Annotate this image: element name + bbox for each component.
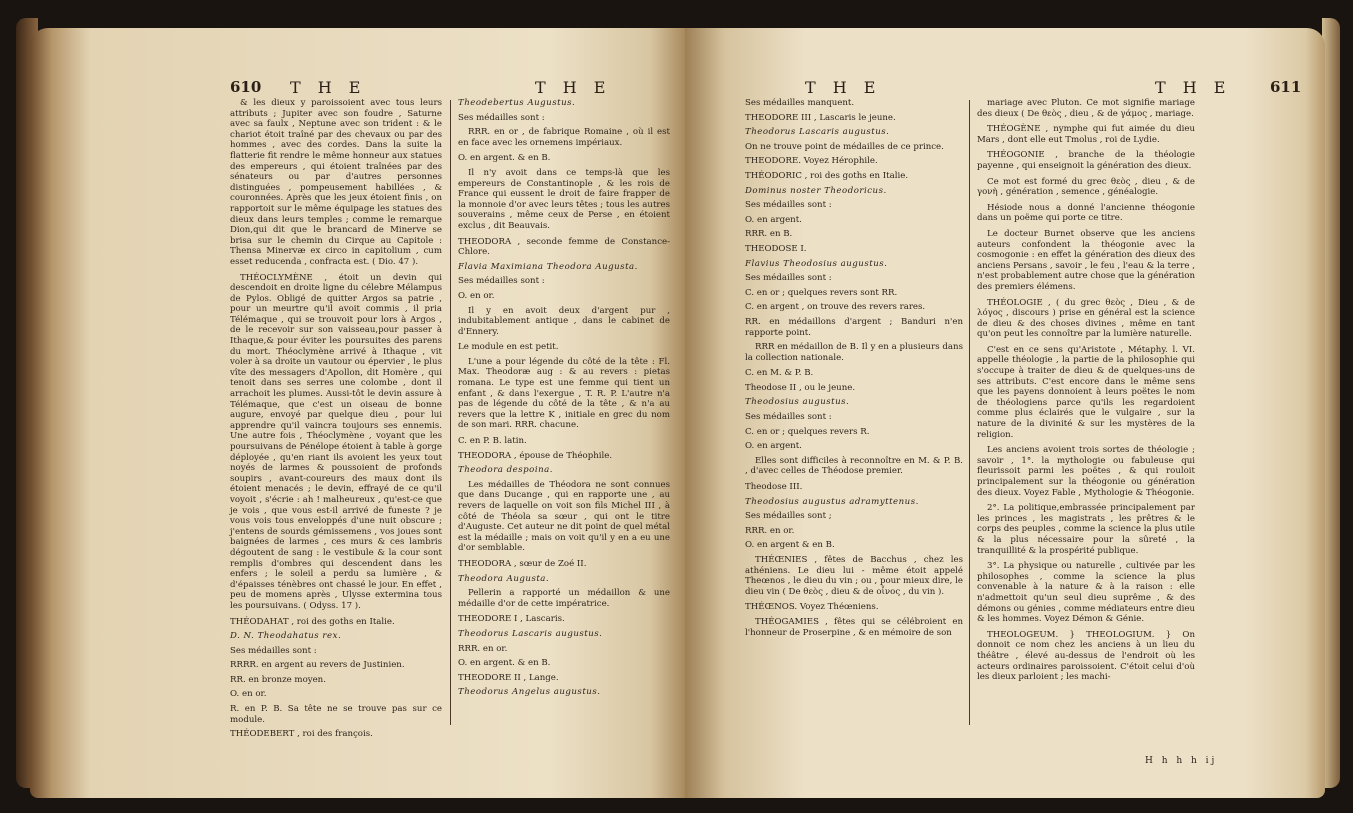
text-paragraph: THEODORE III , Lascaris le jeune. bbox=[745, 112, 896, 123]
text-paragraph: Ses médailles manquent. bbox=[745, 98, 855, 108]
text-paragraph: THEODORA , seconde femme de Constance-Chlore. bbox=[458, 236, 670, 258]
text-paragraph: O. en argent. bbox=[745, 441, 802, 452]
text-paragraph: On ne trouve point de médailles de ce prince. bbox=[745, 141, 944, 152]
text-paragraph: O. en argent & en B. bbox=[745, 540, 835, 551]
text-paragraph: Il y en avoit deux d'argent pur , indubitablement antique , dans le cabinet de d'Ennery. bbox=[458, 305, 670, 337]
right-page-column-1 bbox=[745, 98, 963, 788]
text-paragraph: Le module en est petit. bbox=[458, 342, 559, 353]
text-paragraph: C. en M. & P. B. bbox=[745, 368, 814, 379]
text-paragraph: Pellerin a rapporté un médaillon & une médaille d'or de cette impératrice. bbox=[458, 588, 670, 609]
page-number-right: 611 bbox=[1270, 78, 1302, 96]
text-paragraph: RRR en médaillon de B. Il y en a plusieurs dans la collection nationale. bbox=[745, 342, 963, 363]
page-number-left: 610 bbox=[230, 78, 262, 96]
text-paragraph: O. en or. bbox=[230, 689, 267, 700]
text-paragraph: Theodosius augustus adramyttenus. bbox=[745, 496, 919, 507]
text-paragraph: THÉŒNOS. Voyez Théœniens. bbox=[745, 602, 879, 613]
right-page-column-2 bbox=[977, 98, 1195, 758]
text-paragraph: C. en P. B. latin. bbox=[458, 436, 527, 447]
text-paragraph: Theodora despoina. bbox=[458, 465, 553, 476]
text-paragraph: THÉOLOGIE , ( du grec θεὸς , Dieu , & de λόγος , discours ) prise en général est la science de dieu & des choses divines , même en tant qu'on peut les connoître par la lumière naturelle. bbox=[977, 297, 1195, 340]
text-paragraph: THÉOGAMIES , fêtes qui se célébroient en l'honneur de Proserpine , & en mémoire de son bbox=[745, 616, 963, 638]
left-page bbox=[30, 28, 685, 798]
text-paragraph: Theodosius augustus. bbox=[745, 397, 850, 408]
text-paragraph: Elles sont difficiles à reconnoître en M. & P. B. , d'avec celles de Théodose premier. bbox=[745, 455, 963, 477]
text-paragraph: Ses médailles sont : bbox=[458, 276, 545, 287]
text-paragraph: Theodorus Angelus augustus. bbox=[458, 687, 601, 698]
text-paragraph: Theodose II , ou le jeune. bbox=[745, 382, 856, 393]
text-paragraph: RRR. en or. bbox=[458, 643, 508, 654]
book-spread bbox=[30, 8, 1330, 808]
text-paragraph: Il n'y avoit dans ce temps-là que les empereurs de Constantinople , & les rois de France qui eussent le droit de faire frapper de la monnoie d'or avec leurs têtes ; tous les autres souverains , même ceux de Perse , en étoient exclus , dit Beauvais. bbox=[458, 167, 670, 231]
left-page-column-2 bbox=[458, 98, 670, 788]
text-paragraph: & les dieux y paroissoient avec tous leurs attributs ; Jupiter avec son foudre , Saturne avec sa faulx , Neptune avec son trident : & le chariot étoit traîné par des chevaux ou par des hommes , avec des cordes. Dans la suite la flatterie fit rendre le même honneur aux statues des empereurs , qui étoient traînées par des sénateurs ou par d'autres personnes distinguées , pompeusement habillées , & couronnées. Après que les jeux étoient finis , on rapportoit sur le même équipage les statues des dieux dans leurs temples ; comme le remarque Dion,qui dit que le brancard de Minerve se brisa sur le chemin du Cirque au Capitole : Thensa Minervæ ex circo in capitolium , cum esset reducenda , confracta est. ( Dio. 47 ). bbox=[230, 98, 442, 267]
text-paragraph: RRRR. en argent au revers de Justinien. bbox=[230, 660, 405, 671]
text-paragraph: R. en P. B. Sa tête ne se trouve pas sur ce module. bbox=[230, 704, 442, 725]
text-paragraph: Ses médailles sont : bbox=[745, 273, 832, 284]
text-paragraph: Les anciens avoient trois sortes de théologie ; savoir , 1°. la mythologie ou fabuleuse qui fleurissoit parmi les poëtes , & qui rouloit principalement sur la théogonie ou génération des dieux. Voyez Fable , Mythologie & Théogonie. bbox=[977, 445, 1195, 498]
text-paragraph: C. en or ; quelques revers sont RR. bbox=[745, 287, 898, 298]
text-paragraph: THÉODEBERT , roi des françois. bbox=[230, 729, 373, 740]
left-page-column-1 bbox=[230, 98, 442, 788]
signature-mark: H h h h ij bbox=[1145, 756, 1218, 766]
text-paragraph: THÉOGÈNE , nymphe qui fut aimée du dieu Mars , dont elle eut Tmolus , roi de Lydie. bbox=[977, 124, 1195, 145]
text-paragraph: O. en or. bbox=[458, 290, 495, 301]
running-title-left-col2: T H E bbox=[535, 78, 612, 97]
text-paragraph: RR. en bronze moyen. bbox=[230, 674, 326, 685]
text-paragraph: Theodorus Lascaris augustus. bbox=[458, 628, 603, 639]
text-paragraph: THEODORE II , Lange. bbox=[458, 672, 559, 683]
text-paragraph: Ses médailles sont : bbox=[745, 412, 832, 423]
text-paragraph: THÉODAHAT , roi des goths en Italie. bbox=[230, 616, 395, 627]
text-paragraph: Le docteur Burnet observe que les anciens auteurs confondent la théogonie avec la cosmogonie : en effet la génération des dieux des anciens Persans , savoir , le feu , l'eau & la terre , n'est probablement autre chose que la génération des premiers élémens. bbox=[977, 228, 1195, 292]
text-paragraph: THEODOSE I. bbox=[745, 243, 807, 254]
text-paragraph: THEODORE. Voyez Hérophile. bbox=[745, 156, 878, 167]
text-paragraph: Theodorus Lascaris augustus. bbox=[745, 127, 890, 138]
running-title-right-col1: T H E bbox=[805, 78, 882, 97]
text-paragraph: Ses médailles sont : bbox=[745, 200, 832, 211]
text-paragraph: RRR. en or. bbox=[745, 525, 795, 536]
text-paragraph: THÉOCLYMÈNE , étoit un devin qui descendoit en droite ligne du célebre Mélampus de Pylos. Obligé de quitter Argos sa patrie , pour un meurtre qu'il avoit commis , il pria Télémaque , qui se trouvoit pour lors à Argos , de le recevoir sur son vaisseau,pour passer à Ithaque,& pour éviter les poursuites des parens du mort. Théoclymène arrivé à Ithaque , vit voler à sa droite un vautour ou épervier , le plus vîte des messagers d'Apollon, dit Homère , qui tenoit dans ses serres une colombe , dont il arrachoit les plumes. Aussi-tôt le devin assure à Télémaque, que c'est un oiseau de bonne augure, envoyé par quelque dieu , pour lui apprendre qu'il vaincra toujours ses ennemis. Une autre fois , Théoclymène , voyant que les poursuivans de Pénélope étoient à table à gorge déployée , qu'en riant ils avoient les yeux tout noyés de larmes & poussoient de profonds soupirs , avant-coureurs des maux dont ils étoient menacés ; le devin, effrayé de ce qu'il voyoit , s'écrie : ah ! malheureux , qu'est-ce que je vois , que vous est-il arrivé de funeste ? je vous vois tous enveloppés d'une nuit obscure ; j'entens de sourds gémissemens , vos joues sont baignées de larmes , ces murs & ces lambris dégoutent de sang : le vestibule & la cour sont remplis d'ombres qui descendent dans les enfers ; le soleil a perdu sa lumière , & d'épaisses ténèbres ont chassé le jour. En effet , peu de momens après , Ulysse extermina tous les poursuivans. ( Odyss. 17 ). bbox=[230, 272, 442, 611]
text-paragraph: Les médailles de Théodora ne sont connues que dans Ducange , qui en rapporte une , au revers de laquelle on voit son fils Michel III , à côté de Théola sa sœur , qui ont le titre d'Auguste. Cet auteur ne dit point de quel métal est la médaille ; mais on voit qu'il y en a eu une d'or semblable. bbox=[458, 479, 670, 554]
text-paragraph: THEODORA , sœur de Zoé II. bbox=[458, 558, 587, 569]
text-paragraph: O. en argent. bbox=[745, 214, 802, 225]
right-page bbox=[685, 28, 1325, 798]
text-paragraph: THÉŒNIES , fêtes de Bacchus , chez les athéniens. Le dieu lui - même étoit appelé Theœnos , le dieu du vin ; ou , pour mieux dire, le dieu vin ( De θεὸς , dieu & de οἶνος , du vin ). bbox=[745, 555, 963, 597]
text-paragraph: mariage avec Pluton. Ce mot signifie mariage des dieux ( De θεὸς , dieu , & de γάμος , mariage. bbox=[977, 98, 1195, 119]
text-paragraph: THEODORE I , Lascaris. bbox=[458, 614, 565, 625]
text-paragraph: Ce mot est formé du grec θεὸς , dieu , & de γονὴ , génération , semence , généalogie. bbox=[977, 176, 1195, 198]
column-rule bbox=[450, 100, 451, 725]
text-paragraph: Theodose III. bbox=[745, 482, 803, 493]
running-title-right-col2: T H E bbox=[1155, 78, 1232, 97]
text-paragraph: Ses médailles sont ; bbox=[745, 511, 832, 522]
text-paragraph: Ses médailles sont : bbox=[458, 112, 545, 123]
text-paragraph: Flavius Theodosius augustus. bbox=[745, 258, 888, 269]
text-paragraph: L'une a pour légende du côté de la tête : Fl. Max. Theodoræ aug : & au revers : pietas romana. Le type est une femme qui tient un enfant , & dans l'exergue , T. R. P. L'autre n'a pas de légende du côté de la tête , & n'a au revers que la lettre K , initiale en grec du nom de son mari. RRR. chacune. bbox=[458, 356, 670, 431]
text-paragraph: C'est en ce sens qu'Aristote , Métaphy. l. VI. appelle théologie , la partie de la philosophie qui s'occupe à traiter de dieu & de quelques-uns de ses attributs. C'est encore dans le même sens que les payens donnoient à leurs poëtes le nom de théologiens parce qu'ils les regardoient comme plus éclairés que le vulgaire , sur la nature de la divinité & sur les mystères de la religion. bbox=[977, 344, 1195, 440]
text-paragraph: D. N. Theodahatus rex. bbox=[230, 631, 342, 642]
text-paragraph: Theodora Augusta. bbox=[458, 573, 550, 584]
column-rule bbox=[969, 100, 970, 725]
text-paragraph: RRR. en B. bbox=[745, 229, 793, 240]
text-paragraph: THÉOGONIE , branche de la théologie payenne , qui enseignoit la génération des dieux. bbox=[977, 150, 1195, 171]
text-paragraph: O. en argent. & en B. bbox=[458, 153, 551, 164]
text-paragraph: THEODORA , épouse de Théophile. bbox=[458, 450, 613, 461]
text-paragraph: C. en argent , on trouve des revers rares. bbox=[745, 302, 926, 313]
running-title-left-col1: T H E bbox=[290, 78, 367, 97]
text-paragraph: THEOLOGEUM. } THEOLOGIUM. } On donnoit ce nom chez les anciens à un lieu du théâtre , élevé au-dessus de l'endroit où les acteurs ordinaires paroissoient. C'étoit celui d'où les dieux parloient ; les machi- bbox=[977, 629, 1195, 683]
text-paragraph: Dominus noster Theodoricus. bbox=[745, 185, 887, 196]
text-paragraph: Hésiode nous a donné l'ancienne théogonie dans un poëme qui porte ce titre. bbox=[977, 202, 1195, 224]
text-paragraph: 3°. La physique ou naturelle , cultivée par les philosophes , comme la science la plus convenable à la nature & à la raison : elle n'admettoit qu'un seul dieu suprême , & des démons ou génies , comme médiateurs entre dieu & les hommes. Voyez Démon & Génie. bbox=[977, 561, 1195, 625]
text-paragraph: O. en argent. & en B. bbox=[458, 658, 551, 669]
text-paragraph: RRR. en or , de fabrique Romaine , où il est en face avec les ornemens impériaux. bbox=[458, 127, 670, 148]
text-paragraph: Theodebertus Augustus. bbox=[458, 98, 576, 108]
text-paragraph: RR. en médaillons d'argent ; Banduri n'en rapporte point. bbox=[745, 316, 963, 338]
text-paragraph: 2°. La politique,embrassée principalement par les princes , les magistrats , les prêtres & le corps des peuples , comme la science la plus utile & la plus nécessaire pour la sûreté , la tranquillité & la prospérité publique. bbox=[977, 503, 1195, 556]
text-paragraph: C. en or ; quelques revers R. bbox=[745, 426, 870, 437]
text-paragraph: THÉODORIC , roi des goths en Italie. bbox=[745, 170, 909, 181]
text-paragraph: Flavia Maximiana Theodora Augusta. bbox=[458, 261, 638, 272]
text-paragraph: Ses médailles sont : bbox=[230, 645, 317, 656]
